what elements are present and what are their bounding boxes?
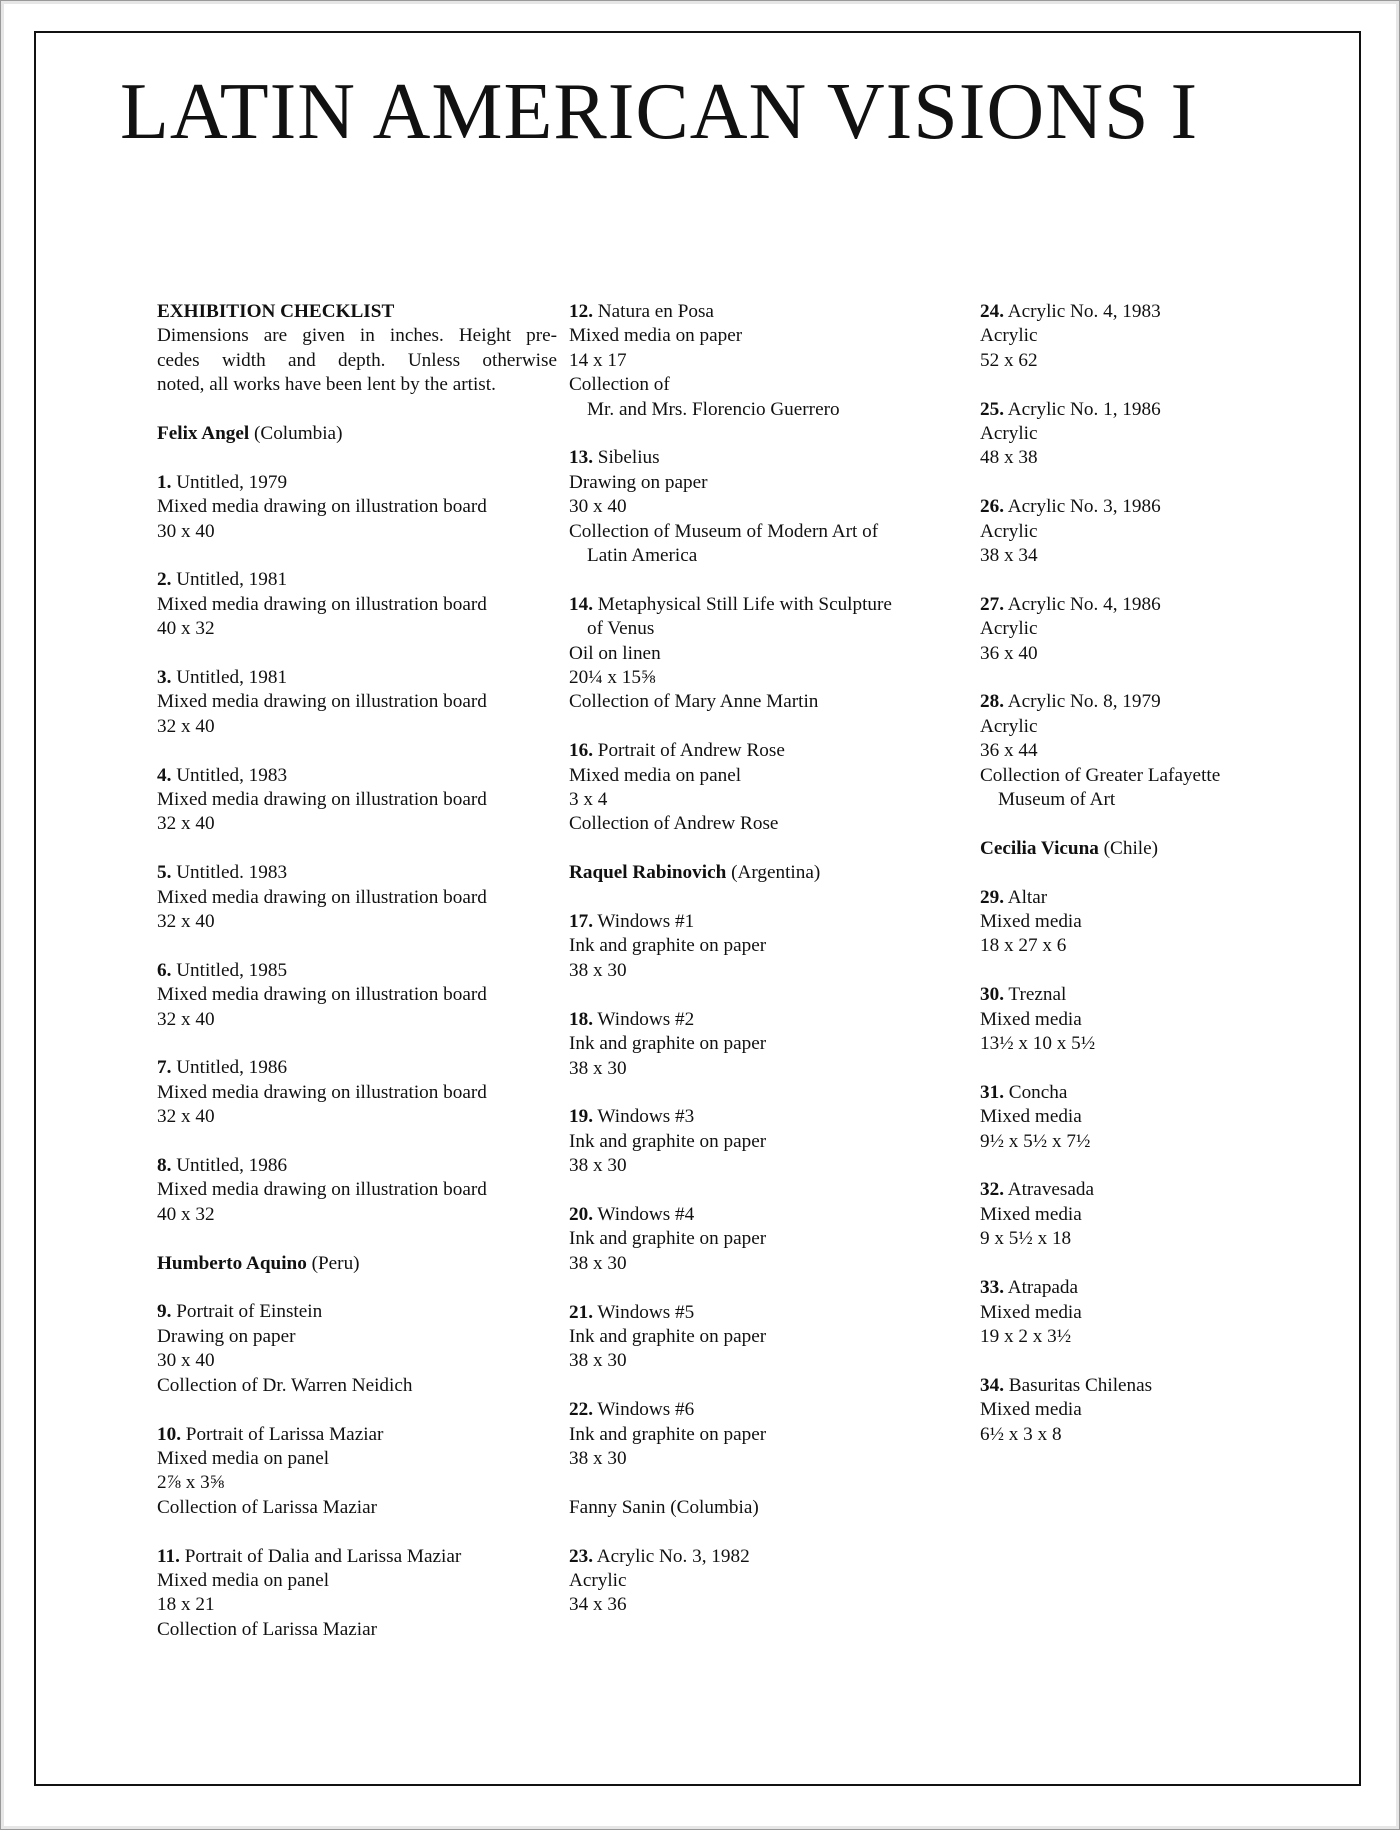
entry-title: Windows #4 <box>592 1203 695 1225</box>
entry-number: 20. <box>569 1203 593 1225</box>
entry-medium: Acrylic <box>980 715 1038 737</box>
entry-medium: Mixed media drawing on illustration board <box>157 789 487 811</box>
entry-medium: Mixed media drawing on illustration board <box>157 691 487 713</box>
entry-title: Untitled, 1981 <box>171 667 288 689</box>
artist-name: Humberto Aquino <box>157 1252 307 1274</box>
checklist-entry <box>569 910 969 983</box>
entry-number: 30. <box>980 984 1004 1006</box>
artist-heading <box>157 1252 557 1276</box>
entry-number: 23. <box>569 1545 593 1567</box>
entry-medium: Drawing on paper <box>157 1325 296 1347</box>
entry-collection: Collection of <box>569 374 670 396</box>
entry-medium: Drawing on paper <box>569 471 708 493</box>
checklist-entry <box>569 593 969 715</box>
checklist-intro-line: noted, all works have been lent by the artist. <box>157 374 496 396</box>
entry-medium: Mixed media drawing on illustration board <box>157 496 487 518</box>
entry-dimensions: 32 x 40 <box>157 911 215 933</box>
entry-number: 13. <box>569 447 593 469</box>
entry-title: Untitled, 1986 <box>171 1155 288 1177</box>
entry-dimensions: 38 x 30 <box>569 1350 627 1372</box>
entry-dimensions: 13½ x 10 x 5½ <box>980 1033 1096 1055</box>
entry-dimensions: 2⅞ x 3⅝ <box>157 1472 225 1494</box>
entry-number: 3. <box>157 667 172 689</box>
checklist-entry <box>569 1008 969 1081</box>
entry-collection-cont: Mr. and Mrs. Florencio Guerrero <box>587 398 840 420</box>
checklist-entry <box>569 739 969 837</box>
entry-medium: Acrylic <box>980 325 1038 347</box>
checklist-entry <box>569 1301 969 1374</box>
entry-title: Acrylic No. 3, 1982 <box>592 1545 750 1567</box>
entry-medium: Oil on linen <box>569 642 661 664</box>
entry-number: 28. <box>980 691 1004 713</box>
checklist-entry <box>157 1300 557 1398</box>
entry-collection: Collection of Larissa Maziar <box>157 1618 378 1640</box>
artist-heading <box>569 861 969 885</box>
entry-dimensions: 36 x 44 <box>980 740 1038 762</box>
entry-dimensions: 40 x 32 <box>157 1203 215 1225</box>
entry-dimensions: 38 x 30 <box>569 1057 627 1079</box>
entry-medium: Mixed media drawing on illustration board <box>157 1081 487 1103</box>
entry-medium: Mixed media <box>980 1399 1082 1421</box>
entry-number: 5. <box>157 862 172 884</box>
entry-title: Portrait of Larissa Maziar <box>180 1423 384 1445</box>
entry-title: Atravesada <box>1003 1179 1095 1201</box>
entry-dimensions: 38 x 34 <box>980 545 1038 567</box>
checklist-entry <box>980 886 1310 959</box>
entry-number: 33. <box>980 1277 1004 1299</box>
entry-dimensions: 3 x 4 <box>569 789 608 811</box>
artist-country: (Columbia) <box>249 423 343 445</box>
checklist-entry <box>157 666 557 739</box>
entry-medium: Acrylic <box>980 618 1038 640</box>
entry-medium: Mixed media <box>980 1203 1082 1225</box>
entry-medium: Mixed media on panel <box>157 1569 330 1591</box>
entry-title: Untitled, 1985 <box>171 959 288 981</box>
entry-title: Concha <box>1003 1081 1068 1103</box>
entry-title: Untitled, 1983 <box>171 764 288 786</box>
entry-title: Untitled, 1986 <box>171 1057 288 1079</box>
entry-title: Sibelius <box>592 447 660 469</box>
checklist-entry <box>980 300 1310 373</box>
entry-number: 17. <box>569 911 593 933</box>
entry-medium: Mixed media <box>980 1106 1082 1128</box>
entry-medium: Acrylic <box>980 520 1038 542</box>
entry-medium: Mixed media <box>980 1301 1082 1323</box>
checklist-intro-line: cedes width and depth. Unless otherwise <box>157 349 557 371</box>
checklist-entry <box>569 1545 969 1618</box>
entry-dimensions: 32 x 40 <box>157 813 215 835</box>
entry-title-cont: of Venus <box>587 618 655 640</box>
checklist-entry <box>980 398 1310 471</box>
entry-title: Windows #5 <box>592 1301 695 1323</box>
entry-number: 10. <box>157 1423 181 1445</box>
checklist-entry <box>157 1545 557 1643</box>
entry-title: Acrylic No. 1, 1986 <box>1003 398 1161 420</box>
entry-dimensions: 9 x 5½ x 18 <box>980 1228 1072 1250</box>
entry-number: 19. <box>569 1106 593 1128</box>
entry-collection: Collection of Andrew Rose <box>569 813 779 835</box>
entry-title: Atrapada <box>1003 1277 1079 1299</box>
checklist-column-1 <box>157 300 557 1642</box>
entry-dimensions: 36 x 40 <box>980 642 1038 664</box>
checklist-entry <box>569 1203 969 1276</box>
page-title: LATIN AMERICAN VISIONS I <box>120 68 1199 156</box>
entry-dimensions: 32 x 40 <box>157 715 215 737</box>
artist-country: (Chile) <box>1098 837 1159 859</box>
entry-number: 14. <box>569 593 593 615</box>
entry-medium: Acrylic <box>980 423 1038 445</box>
entry-dimensions: 32 x 40 <box>157 1106 215 1128</box>
artist-country: (Argentina) <box>726 862 821 884</box>
entry-title: Windows #2 <box>592 1008 695 1030</box>
artist-name: Cecilia Vicuna <box>980 837 1099 859</box>
entry-dimensions: 38 x 30 <box>569 1155 627 1177</box>
entry-number: 16. <box>569 740 593 762</box>
entry-medium: Acrylic <box>569 1569 627 1591</box>
checklist-entry <box>157 471 557 544</box>
entry-dimensions: 32 x 40 <box>157 1008 215 1030</box>
entry-medium: Ink and graphite on paper <box>569 1325 767 1347</box>
entry-number: 25. <box>980 398 1004 420</box>
entry-number: 4. <box>157 764 172 786</box>
artist-heading <box>980 837 1310 861</box>
entry-title: Treznal <box>1003 984 1067 1006</box>
entry-number: 32. <box>980 1179 1004 1201</box>
entry-title: Windows #6 <box>592 1399 695 1421</box>
checklist-entry <box>569 446 969 568</box>
checklist-entry <box>157 861 557 934</box>
checklist-entry <box>980 1178 1310 1251</box>
entry-dimensions: 38 x 30 <box>569 1252 627 1274</box>
entry-medium: Ink and graphite on paper <box>569 935 767 957</box>
entry-title: Metaphysical Still Life with Sculpture <box>592 593 892 615</box>
entry-medium: Mixed media on paper <box>569 325 743 347</box>
entry-dimensions: 14 x 17 <box>569 349 627 371</box>
checklist-entry <box>157 1423 557 1521</box>
entry-collection-cont: Latin America <box>587 545 698 567</box>
entry-dimensions: 48 x 38 <box>980 447 1038 469</box>
entry-title: Untitled, 1981 <box>171 569 288 591</box>
artist-name: Raquel Rabinovich <box>569 862 727 884</box>
entry-medium: Mixed media drawing on illustration board <box>157 984 487 1006</box>
checklist-column-3 <box>980 300 1310 1447</box>
entry-dimensions: 18 x 21 <box>157 1594 215 1616</box>
checklist-entry <box>980 690 1310 812</box>
checklist-entry <box>980 495 1310 568</box>
entry-dimensions: 34 x 36 <box>569 1594 627 1616</box>
entry-medium: Ink and graphite on paper <box>569 1423 767 1445</box>
checklist-entry <box>157 568 557 641</box>
checklist-intro-line: Dimensions are given in inches. Height pre- <box>157 325 557 347</box>
artist-name: Felix Angel <box>157 423 250 445</box>
entry-collection: Collection of Dr. Warren Neidich <box>157 1374 413 1396</box>
entry-title: Untitled. 1983 <box>171 862 288 884</box>
entry-number: 34. <box>980 1374 1004 1396</box>
entry-dimensions: 9½ x 5½ x 7½ <box>980 1130 1091 1152</box>
entry-dimensions: 30 x 40 <box>569 496 627 518</box>
entry-number: 31. <box>980 1081 1004 1103</box>
entry-number: 26. <box>980 496 1004 518</box>
artist-heading <box>157 422 557 446</box>
entry-number: 1. <box>157 471 172 493</box>
entry-collection: Collection of Larissa Maziar <box>157 1496 378 1518</box>
entry-medium: Mixed media <box>980 911 1082 933</box>
entry-title: Windows #3 <box>592 1106 695 1128</box>
checklist-entry <box>157 764 557 837</box>
entry-collection: Collection of Mary Anne Martin <box>569 691 819 713</box>
entry-dimensions: 38 x 30 <box>569 959 627 981</box>
entry-dimensions: 6½ x 3 x 8 <box>980 1423 1062 1445</box>
entry-dimensions: 38 x 30 <box>569 1447 627 1469</box>
entry-number: 8. <box>157 1155 172 1177</box>
entry-title: Acrylic No. 8, 1979 <box>1003 691 1161 713</box>
checklist-entry <box>569 300 969 422</box>
checklist-column-2 <box>569 300 969 1618</box>
entry-title: Acrylic No. 4, 1986 <box>1003 593 1161 615</box>
entry-medium: Mixed media drawing on illustration board <box>157 593 487 615</box>
entry-dimensions: 52 x 62 <box>980 349 1038 371</box>
entry-title: Untitled, 1979 <box>171 471 288 493</box>
entry-title: Acrylic No. 3, 1986 <box>1003 496 1161 518</box>
entry-title: Portrait of Andrew Rose <box>592 740 785 762</box>
entry-title: Altar <box>1003 886 1048 908</box>
entry-medium: Ink and graphite on paper <box>569 1033 767 1055</box>
entry-collection: Collection of Museum of Modern Art of <box>569 520 879 542</box>
entry-medium: Ink and graphite on paper <box>569 1130 767 1152</box>
entry-collection: Collection of Greater Lafayette <box>980 764 1221 786</box>
entry-medium: Mixed media <box>980 1008 1082 1030</box>
artist-heading: Fanny Sanin (Columbia) <box>569 1496 759 1518</box>
entry-title: Acrylic No. 4, 1983 <box>1003 301 1161 322</box>
checklist-heading: EXHIBITION CHECKLIST <box>157 301 395 322</box>
entry-medium: Ink and graphite on paper <box>569 1228 767 1250</box>
entry-medium: Mixed media drawing on illustration board <box>157 1179 487 1201</box>
entry-number: 22. <box>569 1399 593 1421</box>
checklist-entry <box>980 1276 1310 1349</box>
entry-medium: Mixed media on panel <box>569 764 742 786</box>
entry-dimensions: 19 x 2 x 3½ <box>980 1325 1072 1347</box>
entry-number: 21. <box>569 1301 593 1323</box>
entry-collection-cont: Museum of Art <box>998 789 1116 811</box>
entry-medium: Mixed media on panel <box>157 1447 330 1469</box>
checklist-entry <box>569 1105 969 1178</box>
entry-title: Portrait of Dalia and Larissa Maziar <box>179 1545 462 1567</box>
entry-number: 29. <box>980 886 1004 908</box>
entry-title: Basuritas Chilenas <box>1003 1374 1153 1396</box>
checklist-entry <box>980 1374 1310 1447</box>
entry-medium: Mixed media drawing on illustration board <box>157 886 487 908</box>
entry-title: Natura en Posa <box>592 301 714 322</box>
entry-title: Windows #1 <box>592 911 695 933</box>
checklist-entry <box>980 983 1310 1056</box>
checklist-entry <box>157 1056 557 1129</box>
checklist-entry <box>980 593 1310 666</box>
checklist-entry <box>157 1154 557 1227</box>
entry-number: 11. <box>157 1545 180 1567</box>
checklist-entry <box>157 959 557 1032</box>
entry-dimensions: 30 x 40 <box>157 1350 215 1372</box>
entry-number: 24. <box>980 301 1004 322</box>
artist-country: (Peru) <box>306 1252 360 1274</box>
entry-number: 18. <box>569 1008 593 1030</box>
entry-title: Portrait of Einstein <box>171 1301 323 1323</box>
entry-dimensions: 18 x 27 x 6 <box>980 935 1067 957</box>
checklist-entry <box>980 1081 1310 1154</box>
entry-number: 7. <box>157 1057 172 1079</box>
entry-number: 27. <box>980 593 1004 615</box>
entry-dimensions: 40 x 32 <box>157 618 215 640</box>
entry-number: 2. <box>157 569 172 591</box>
checklist-entry <box>569 1398 969 1471</box>
entry-number: 6. <box>157 959 172 981</box>
entry-number: 9. <box>157 1301 172 1323</box>
entry-number: 12. <box>569 301 593 322</box>
entry-dimensions: 20¼ x 15⅝ <box>569 667 656 689</box>
entry-dimensions: 30 x 40 <box>157 520 215 542</box>
